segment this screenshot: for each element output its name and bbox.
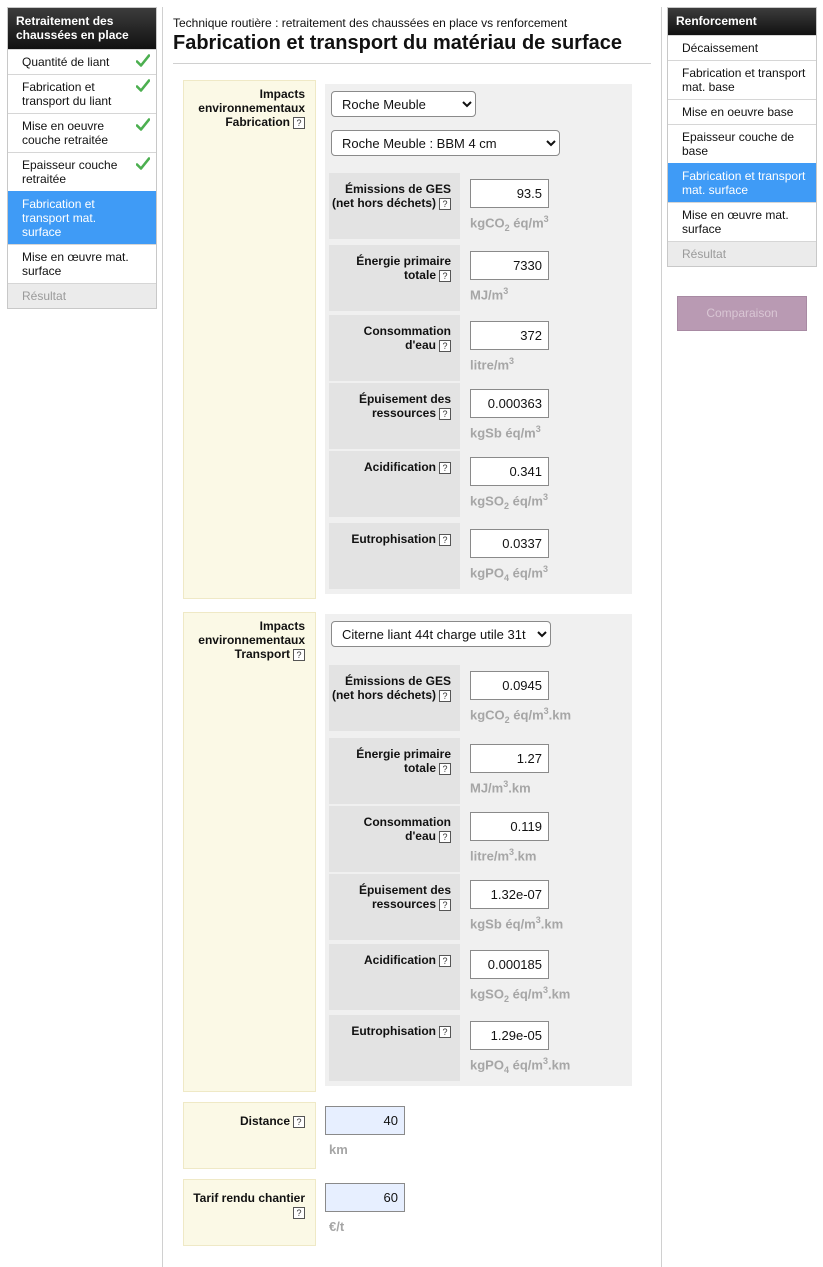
indicator-label-text	[331, 182, 451, 210]
unit-superscript: 3	[543, 706, 549, 716]
nav-item-label: Epaisseur couche de base	[682, 130, 795, 158]
unit-base: kgPO	[470, 1057, 504, 1073]
nav-item-label: Fabrication et transport mat. base	[682, 66, 806, 94]
help-icon[interactable]: ?	[439, 340, 451, 352]
indicator-label	[329, 944, 460, 1010]
indicator-unit	[470, 286, 508, 305]
unit-base: kgCO	[470, 215, 505, 231]
unit-superscript: 3	[509, 356, 515, 366]
help-icon[interactable]: ?	[439, 955, 451, 967]
help-icon[interactable]: ?	[439, 690, 451, 702]
unit-superscript: 3	[503, 779, 509, 789]
page-supertitle: Technique routière : retraitement des chaussées en place vs renforcement	[173, 16, 568, 30]
nav-item-label: Mise en oeuvre couche retraitée	[22, 119, 109, 147]
transport-section-label	[183, 612, 316, 1092]
right-nav-item-decaissement[interactable]	[668, 35, 816, 60]
indicator-name: Émissions de GES (net hors déchets)	[331, 674, 451, 702]
unit-subscript: 4	[503, 572, 509, 583]
indicator-label	[329, 173, 460, 239]
right-nav-item-mise-en-oeuvre-surface[interactable]	[668, 202, 816, 241]
indicator-label-text	[331, 953, 451, 967]
tarif-unit: €/t	[329, 1219, 345, 1234]
unit-rest: éq/m	[509, 215, 544, 231]
indicator-label-text	[331, 1024, 451, 1038]
checkmark-icon	[136, 157, 150, 171]
nav-item-label: Fabrication et transport du liant	[22, 80, 112, 108]
indicator-label	[329, 1015, 460, 1081]
unit-base: MJ/m	[470, 780, 504, 796]
unit-rest: éq/m	[508, 986, 543, 1002]
help-icon[interactable]: ?	[439, 831, 451, 843]
nav-item-label: Résultat	[682, 247, 727, 261]
checkmark-icon	[136, 79, 150, 93]
indicator-label	[329, 523, 460, 589]
unit-superscript: 3	[542, 564, 548, 574]
right-sidebar-header: Renforcement	[668, 8, 816, 35]
right-nav-item-fabrication-base[interactable]	[668, 60, 816, 99]
help-icon[interactable]: ?	[439, 534, 451, 546]
indicator-unit	[470, 779, 531, 798]
help-icon[interactable]: ?	[293, 1207, 305, 1219]
unit-base: kgSb éq/m	[470, 916, 536, 932]
right-nav-item-fabrication-surface[interactable]	[668, 163, 816, 202]
right-nav-item-epaisseur-base[interactable]	[668, 124, 816, 163]
unit-superscript: 3	[543, 214, 549, 224]
help-icon[interactable]: ?	[439, 198, 451, 210]
indicator-label-text	[331, 747, 451, 775]
left-nav-item-mise-en-oeuvre[interactable]	[8, 113, 156, 152]
unit-subscript: 2	[503, 500, 509, 511]
main-content	[162, 7, 662, 1267]
comparaison-button[interactable]: Comparaison	[677, 296, 807, 331]
indicator-value-input[interactable]	[470, 389, 549, 418]
vehicle-select[interactable]	[331, 621, 551, 647]
distance-label-text: Distance	[239, 1114, 290, 1128]
unit-rest: éq/m	[508, 565, 543, 581]
tarif-input[interactable]	[325, 1183, 405, 1212]
indicator-value-input[interactable]	[470, 950, 549, 979]
indicator-label-text	[331, 392, 451, 420]
tarif-label	[183, 1191, 305, 1219]
unit-subscript: 4	[503, 1064, 509, 1075]
indicator-label-text	[331, 532, 451, 546]
unit-subscript: 2	[504, 714, 510, 725]
indicator-value-input[interactable]	[470, 457, 549, 486]
tarif-label-text: Tarif rendu chantier	[193, 1191, 305, 1205]
indicator-value-input[interactable]	[470, 179, 549, 208]
left-nav-item-fabrication-liant[interactable]	[8, 74, 156, 113]
indicator-label-text	[331, 883, 451, 911]
unit-tail: .km	[547, 986, 571, 1002]
indicator-label	[329, 383, 460, 449]
unit-superscript: 3	[509, 847, 515, 857]
unit-subscript: 2	[503, 993, 509, 1004]
indicator-unit	[470, 706, 571, 725]
nav-item-label: Mise en œuvre mat. surface	[22, 250, 129, 278]
indicator-unit	[470, 847, 536, 866]
help-icon[interactable]: ?	[439, 462, 451, 474]
indicator-name: Eutrophisation	[351, 532, 436, 546]
help-icon[interactable]: ?	[439, 1026, 451, 1038]
unit-tail: .km	[547, 1057, 571, 1073]
indicator-unit	[470, 564, 548, 583]
unit-tail: .km	[514, 848, 537, 864]
unit-base: kgSO	[470, 986, 504, 1002]
indicator-value-input[interactable]	[470, 812, 549, 841]
indicator-unit	[470, 915, 563, 934]
indicator-label-text	[331, 460, 451, 474]
unit-rest: éq/m	[508, 493, 543, 509]
fabrication-label-text: Impacts environnementaux Fabrication	[198, 87, 305, 129]
indicator-unit	[470, 492, 548, 511]
checkmark-icon	[136, 54, 150, 68]
indicator-label	[329, 874, 460, 940]
left-sidebar-header: Retraitement des chaussées en place	[8, 8, 156, 49]
help-icon[interactable]: ?	[293, 1116, 305, 1128]
help-icon[interactable]: ?	[439, 408, 451, 420]
nav-item-label: Fabrication et transport mat. surface	[22, 197, 97, 239]
left-nav-item-fabrication-surface[interactable]	[8, 191, 156, 244]
product-select[interactable]	[331, 130, 560, 156]
nav-item-label: Mise en œuvre mat. surface	[682, 208, 789, 236]
unit-rest: éq/m	[508, 1057, 543, 1073]
indicator-label-text	[331, 324, 451, 352]
indicator-name: Énergie primaire totale	[356, 254, 451, 282]
indicator-unit	[470, 985, 570, 1004]
indicator-value-input[interactable]	[470, 529, 549, 558]
unit-tail: .km	[540, 916, 564, 932]
unit-base: kgSb éq/m	[470, 425, 536, 441]
left-nav-item-quantite-liant[interactable]	[8, 49, 156, 74]
indicator-label-text	[331, 254, 451, 282]
transport-label-text: Impacts environnementaux Transport	[198, 619, 305, 661]
nav-item-label: Résultat	[22, 289, 67, 303]
unit-superscript: 3	[542, 1056, 548, 1066]
left-nav-item-epaisseur[interactable]	[8, 152, 156, 191]
unit-base: MJ/m	[470, 287, 504, 303]
distance-section-label	[183, 1102, 316, 1169]
indicator-unit	[470, 424, 541, 443]
indicator-name: Consommation d'eau	[363, 324, 451, 352]
page-title: Fabrication et transport du matériau de surface	[173, 32, 622, 54]
unit-tail: .km	[508, 780, 531, 796]
right-nav-item-resultat	[668, 241, 816, 266]
unit-superscript: 3	[503, 286, 509, 296]
unit-tail: .km	[548, 707, 572, 723]
indicator-unit	[470, 1056, 570, 1075]
right-sidebar	[667, 7, 817, 267]
indicator-name: Consommation d'eau	[363, 815, 451, 843]
nav-item-label: Epaisseur couche retraitée	[22, 158, 118, 186]
unit-base: kgSO	[470, 493, 504, 509]
unit-base: litre/m	[470, 848, 510, 864]
distance-unit: km	[329, 1142, 348, 1157]
indicator-label-text	[331, 815, 451, 843]
indicator-unit	[470, 356, 514, 375]
indicator-value-input[interactable]	[470, 321, 549, 350]
help-icon[interactable]: ?	[293, 649, 305, 661]
indicator-name: Épuisement des ressources	[358, 883, 451, 911]
transport-label	[183, 619, 305, 661]
distance-input[interactable]	[325, 1106, 405, 1135]
unit-superscript: 3	[535, 915, 541, 925]
unit-rest: éq/m	[509, 707, 544, 723]
tarif-section-label	[183, 1179, 316, 1246]
indicator-value-input[interactable]	[470, 251, 549, 280]
unit-base: kgPO	[470, 565, 504, 581]
help-icon[interactable]: ?	[439, 270, 451, 282]
unit-base: litre/m	[470, 357, 510, 373]
indicator-label	[329, 665, 460, 731]
left-nav-item-mise-en-oeuvre-surface[interactable]	[8, 244, 156, 283]
indicator-label	[329, 451, 460, 517]
material-select[interactable]	[331, 91, 476, 117]
indicator-label	[329, 806, 460, 872]
indicator-value-input[interactable]	[470, 880, 549, 909]
indicator-value-input[interactable]	[470, 744, 549, 773]
unit-superscript: 3	[535, 424, 541, 434]
nav-item-label: Mise en oeuvre base	[682, 105, 794, 119]
unit-superscript: 3	[542, 985, 548, 995]
help-icon[interactable]: ?	[293, 117, 305, 129]
indicator-name: Émissions de GES (net hors déchets)	[331, 182, 451, 210]
indicator-unit	[470, 214, 549, 233]
indicator-label-text	[331, 674, 451, 702]
help-icon[interactable]: ?	[439, 763, 451, 775]
fabrication-label	[183, 87, 305, 129]
right-nav-item-mise-en-oeuvre-base[interactable]	[668, 99, 816, 124]
indicator-label	[329, 245, 460, 311]
unit-base: kgCO	[470, 707, 505, 723]
indicator-value-input[interactable]	[470, 1021, 549, 1050]
indicator-label	[329, 315, 460, 381]
help-icon[interactable]: ?	[439, 899, 451, 911]
left-sidebar	[7, 7, 157, 309]
unit-subscript: 2	[504, 222, 510, 233]
nav-item-label: Quantité de liant	[22, 55, 110, 69]
indicator-label	[329, 738, 460, 804]
fabrication-section-label	[183, 80, 316, 599]
nav-item-label: Fabrication et transport mat. surface	[682, 169, 806, 197]
indicator-name: Acidification	[363, 953, 436, 967]
distance-label	[183, 1114, 305, 1128]
indicator-name: Eutrophisation	[351, 1024, 436, 1038]
indicator-name: Acidification	[363, 460, 436, 474]
nav-item-label: Décaissement	[682, 41, 759, 55]
unit-superscript: 3	[542, 492, 548, 502]
indicator-value-input[interactable]	[470, 671, 549, 700]
title-divider	[173, 63, 651, 64]
left-nav-item-resultat	[8, 283, 156, 308]
indicator-name: Énergie primaire totale	[356, 747, 451, 775]
indicator-name: Épuisement des ressources	[358, 392, 451, 420]
checkmark-icon	[136, 118, 150, 132]
